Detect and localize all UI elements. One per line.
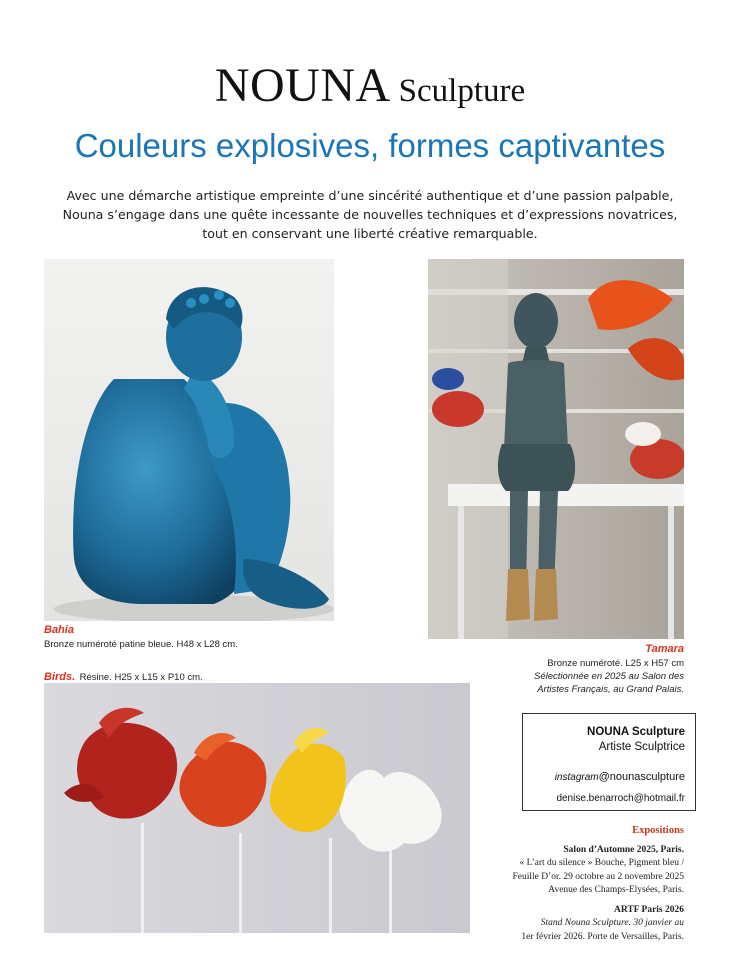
birds-photo [44, 683, 470, 933]
exposition-title: ARTF Paris 2026 [613, 904, 684, 915]
bahia-caption-text: Bronze numéroté patine bleue. H48 x L28 cm. [44, 639, 238, 650]
instagram-handle: @nounasculpture [598, 771, 685, 783]
tamara-photo [428, 259, 684, 639]
page-title [0, 58, 740, 113]
expositions-section [470, 824, 684, 944]
brand-name: NOUNA [214, 59, 391, 112]
brand-subtitle: Sculpture [398, 73, 526, 109]
contact-name: NOUNA Sculpture [587, 726, 685, 738]
intro-line: Avec une démarche artistique empreinte d’une sincérité authentique et d’une passion palpable, [66, 188, 674, 203]
contact-box [522, 713, 696, 811]
contact-role: Artiste Sculptrice [598, 741, 685, 753]
contact-instagram[interactable] [523, 771, 685, 783]
exposition-title: Salon d’Automne 2025, Paris. [563, 844, 684, 855]
contact-email[interactable]: denise.benarroch@hotmail.fr [556, 793, 685, 804]
bahia-photo [44, 259, 334, 621]
tamara-caption-title: Tamara [645, 643, 684, 655]
exposition-line: 1er février 2026. Porte de Versailles, Paris. [521, 931, 684, 942]
tamara-description: Bronze numéroté. L25 x H57 cm [547, 658, 684, 669]
intro-line: Nouna s’engage dans une quête incessante de nouvelles techniques et d’expressions novatrices, [62, 207, 678, 222]
exposition-line: Avenue des Champs-Elysées, Paris. [548, 885, 684, 895]
birds-caption-text: Résine. H25 x L15 x P10 cm. [79, 672, 203, 683]
tamara-note-line: Sélectionnée en 2025 au Salon des [533, 671, 684, 682]
instagram-label: instagram [554, 772, 599, 783]
bahia-caption-title: Bahia [44, 624, 74, 636]
exposition-line: « L’art du silence » Bouche, Pigment bleu / [519, 858, 684, 868]
tagline: Couleurs explosives, formes captivantes [74, 127, 666, 164]
intro-paragraph [60, 186, 680, 243]
expositions-heading: Expositions [632, 825, 684, 836]
birds-caption-title: Birds. [44, 671, 76, 683]
tamara-caption-text [534, 657, 684, 696]
intro-line: tout en conservant une liberté créative remarquable. [202, 226, 538, 241]
tamara-note-line: Artistes Français, au Grand Palais. [537, 684, 684, 695]
exposition-line: Stand Nouna Sculpture. 30 janvier au [540, 918, 684, 928]
exposition-line: Feuille D’or. 29 octobre au 2 novembre 2025 [512, 871, 684, 882]
